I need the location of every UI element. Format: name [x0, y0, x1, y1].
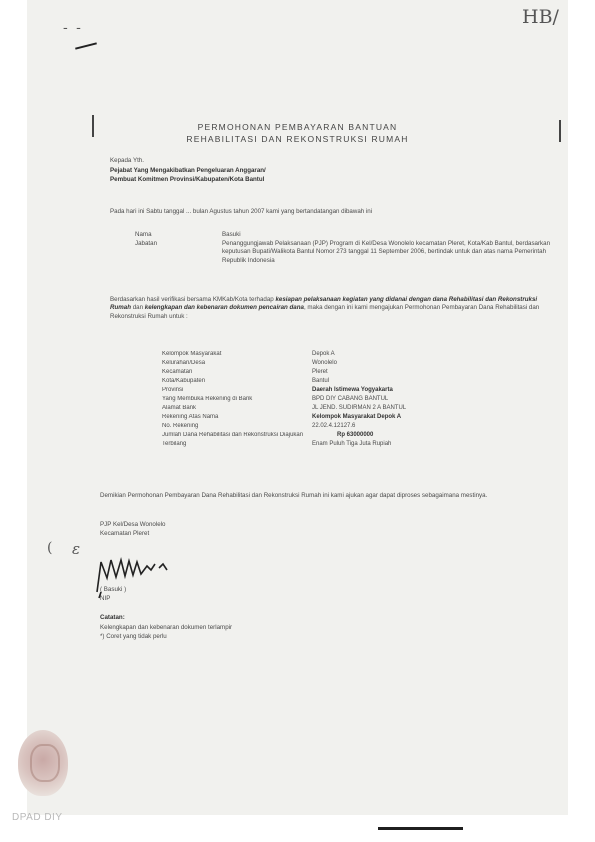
- detail-label: Yang Membuka Rekening di Bank: [162, 396, 253, 402]
- jabatan-label: Jabatan: [135, 240, 158, 247]
- detail-value: Kelompok Masyarakat Depok A: [312, 414, 402, 420]
- corner-note: HB/: [522, 6, 559, 28]
- notes-line2: *) Coret yang tidak perlu: [100, 633, 167, 640]
- bottom-black-bar: [378, 827, 463, 830]
- detail-label: Terbilang: [162, 441, 187, 447]
- notes-heading: Catatan:: [100, 614, 125, 621]
- nama-label: Nama: [135, 231, 152, 238]
- detail-label: Kelompok Masyarakat: [162, 351, 222, 357]
- detail-value: Depok A: [312, 351, 335, 357]
- seal-inner-mark: [30, 744, 60, 782]
- detail-value: BPD DIY CABANG BANTUL: [312, 396, 389, 402]
- sign-role-line1: PJP Kel/Desa Wonolelo: [100, 521, 166, 528]
- addressee-line2: Pembuat Komitmen Provinsi/Kabupaten/Kota Bantul: [110, 176, 265, 183]
- detail-value: 22.02.4.12127.6: [312, 423, 356, 429]
- detail-value: Pleret: [312, 369, 328, 375]
- detail-label: Kelurahan/Desa: [162, 360, 206, 366]
- handwritten-dash-mark: - -: [63, 20, 83, 36]
- paragraph-part1: Berdasarkan hasil verifikasi bersama KMKab/Kota terhadap: [110, 296, 276, 303]
- paragraph-part3: dan: [130, 304, 145, 312]
- detail-label: Rekening Atas Nama: [162, 414, 219, 420]
- detail-value: JL JEND. SUDIRMAN 2 A BANTUL: [312, 405, 407, 411]
- detail-value: Rp 63000000: [337, 432, 374, 438]
- opening-sentence: Pada hari ini Sabtu tanggal ... bulan Agustus tahun 2007 kami yang bertandatangan dibawah ini: [110, 208, 373, 215]
- paragraph-part4: kelengkapan dan kebenaran dokumen pencairan dana: [144, 304, 304, 312]
- handwritten-bracket: (: [47, 540, 53, 556]
- detail-row: [162, 432, 562, 441]
- sign-name: ( Basuki ): [100, 586, 127, 593]
- jabatan-value: Penanggungjawab Pelaksanaan (PJP) Program di Kel/Desa Wonolelo kecamatan Pleret, Kota/Kab Bantul, berdasarkan keputusan Bupati/Walikota Bantul Nomor 273 tanggal 11 September 2006, bertindak untuk dan atas nama Pemerintah Republik Indonesia: [222, 240, 551, 264]
- detail-label: Kecamatan: [162, 369, 193, 375]
- paragraph-part2: kesiapan pelaksanaan kegiatan yang didanai dengan dana Rehabilitasi dan Rekonstruksi Rumah: [110, 296, 538, 312]
- detail-value: Daerah Istimewa Yogyakarta: [312, 387, 393, 393]
- detail-label: Alamat Bank: [162, 405, 197, 411]
- detail-value: Enam Puluh Tiga Juta Rupiah: [312, 441, 392, 447]
- sign-role-line2: Kecamatan Pleret: [100, 530, 150, 537]
- notes-line1: Kelengkapan dan kebenaran dokumen terlampir: [100, 624, 233, 631]
- scanned-page: [27, 0, 568, 815]
- detail-label: No. Rekening: [162, 423, 199, 429]
- addressee-to: Kepada Yth.: [110, 157, 144, 164]
- detail-value: Bantul: [312, 378, 330, 384]
- sign-nip: NIP: [100, 595, 111, 602]
- handwritten-stroke: [75, 42, 97, 49]
- verification-paragraph: [110, 296, 555, 321]
- addressee-line1: Pejabat Yang Mengakibatkan Pengeluaran Anggaran/: [110, 167, 266, 174]
- detail-label: Kota/Kabupaten: [162, 378, 206, 384]
- detail-row: [162, 360, 562, 369]
- detail-row: [162, 405, 562, 414]
- detail-row: [162, 387, 562, 396]
- detail-row: [162, 441, 562, 450]
- doc-title-line1: PERMOHONAN PEMBAYARAN BANTUAN: [197, 122, 398, 132]
- detail-row: [162, 351, 562, 360]
- nama-value: Basuki: [222, 231, 241, 238]
- archive-watermark-text: DPAD DIY: [12, 812, 63, 823]
- doc-title-line2: REHABILITASI DAN REKONSTRUKSI RUMAH: [186, 134, 409, 144]
- detail-row: [162, 414, 562, 423]
- closing-paragraph: Demikian Permohonan Pembayaran Dana Rehabilitasi dan Rekonstruksi Rumah ini kami ajukan agar dapat diproses sebagaimana mestinya.: [100, 492, 488, 499]
- detail-row: [162, 369, 562, 378]
- detail-label: Jumlah Dana Rehabilitasi dan Rekonstruksi Diajukan: [162, 432, 304, 438]
- detail-label: Provinsi: [162, 387, 184, 393]
- paragraph-part5: , maka dengan ini kami mengajukan Permohonan Pembayaran Dana Rehabilitasi dan Rekonstruksi Rumah untuk :: [110, 304, 540, 320]
- detail-row: [162, 423, 562, 432]
- detail-row: [162, 378, 562, 387]
- detail-row: [162, 396, 562, 405]
- handwritten-epsilon: ε: [72, 540, 81, 558]
- archive-seal-watermark: [18, 730, 68, 796]
- detail-value: Wonolelo: [312, 360, 337, 366]
